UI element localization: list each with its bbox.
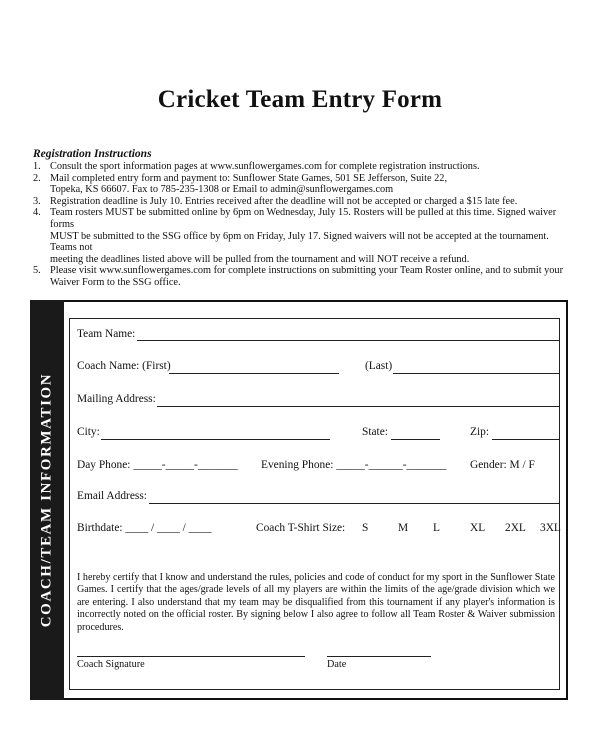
coach-first-field[interactable]	[169, 373, 339, 374]
side-label: COACH/TEAM INFORMATION	[38, 372, 55, 628]
coach-signature-label: Coach Signature	[77, 659, 145, 670]
tshirt-size-3xl[interactable]: 3XL	[540, 522, 561, 534]
gender-field[interactable]: Gender: M / F	[470, 459, 535, 471]
instruction-item: 5. Please visit www.sunflowergames.com for complete instructions on submitting your Team Roster online, and to submit your Waiver Form to the SSG office.	[33, 265, 564, 288]
zip-label: Zip:	[470, 426, 489, 438]
mailing-address-label: Mailing Address:	[77, 393, 156, 405]
state-field[interactable]	[391, 439, 440, 440]
evening-phone-field[interactable]: Evening Phone: _____-______-_______	[261, 459, 447, 471]
email-label: Email Address:	[77, 490, 147, 502]
tshirt-size-xl[interactable]: XL	[470, 522, 486, 534]
form-title: Cricket Team Entry Form	[157, 86, 443, 113]
coach-signature-field[interactable]	[77, 656, 305, 657]
city-field[interactable]	[101, 439, 330, 440]
instruction-item: 3. Registration deadline is July 10. Entries received after the deadline will not be accepted or charged a $15 late fee.	[33, 195, 518, 207]
instructions-list	[33, 161, 573, 289]
day-phone-field[interactable]: Day Phone: _____-_____-_______	[77, 459, 238, 471]
tshirt-size-m[interactable]: M	[398, 522, 409, 534]
coach-last-field[interactable]	[393, 373, 560, 374]
tshirt-size-2xl[interactable]: 2XL	[505, 522, 526, 534]
certification-text: I hereby certify that I know and understand the rules, policies and code of conduct for my sport in the Sunflower State Games. I certify that the ages/grade levels of all my players are within the limits of the age/grade division which we are entering. I also understand that my team may be disqualified from this tournament if any player's information is incorrectly noted on the official roster. By signing below I also agree to follow all Team Roster & Waiver submission procedures.	[77, 572, 555, 633]
instruction-item: 4. Team rosters MUST be submitted online by 6pm on Wednesday, July 15. Rosters will be pulled at this time. Signed waiver forms MUST be submitted to the SSG office by 6pm on Friday, July 17. Signed waivers will not be accepted at the tournament. Teams not meeting the deadlines listed above will be pulled from the tournament and will NOT receive a refund.	[33, 207, 557, 265]
coach-first-label: Coach Name: (First)	[77, 360, 171, 372]
instructions-heading: Registration Instructions	[33, 148, 152, 160]
instruction-item: 2. Mail completed entry form and payment to: Sunflower State Games, 501 SE Jefferson, Suite 22, Topeka, KS 66607. Fax to 785-235-1308 or Email to admin@sunflowergames.com	[33, 172, 448, 196]
coach-last-label: (Last)	[365, 360, 393, 372]
city-label: City:	[77, 426, 100, 438]
state-label: State:	[362, 426, 388, 438]
email-field[interactable]	[149, 503, 560, 504]
instruction-item: 1. Consult the sport information pages at www.sunflowergames.com for complete registration instructions.	[33, 161, 480, 172]
date-label: Date	[327, 659, 347, 670]
birthdate-field[interactable]: Birthdate: ____ / ____ / ____	[77, 522, 212, 534]
tshirt-size-l[interactable]: L	[433, 522, 440, 534]
team-name-field[interactable]	[137, 340, 560, 341]
tshirt-size-label: Coach T-Shirt Size:	[256, 522, 346, 534]
tshirt-size-s[interactable]: S	[362, 522, 369, 534]
date-field[interactable]	[327, 656, 431, 657]
zip-field[interactable]	[492, 439, 560, 440]
mailing-address-field[interactable]	[157, 406, 560, 407]
team-name-label: Team Name:	[77, 328, 136, 340]
